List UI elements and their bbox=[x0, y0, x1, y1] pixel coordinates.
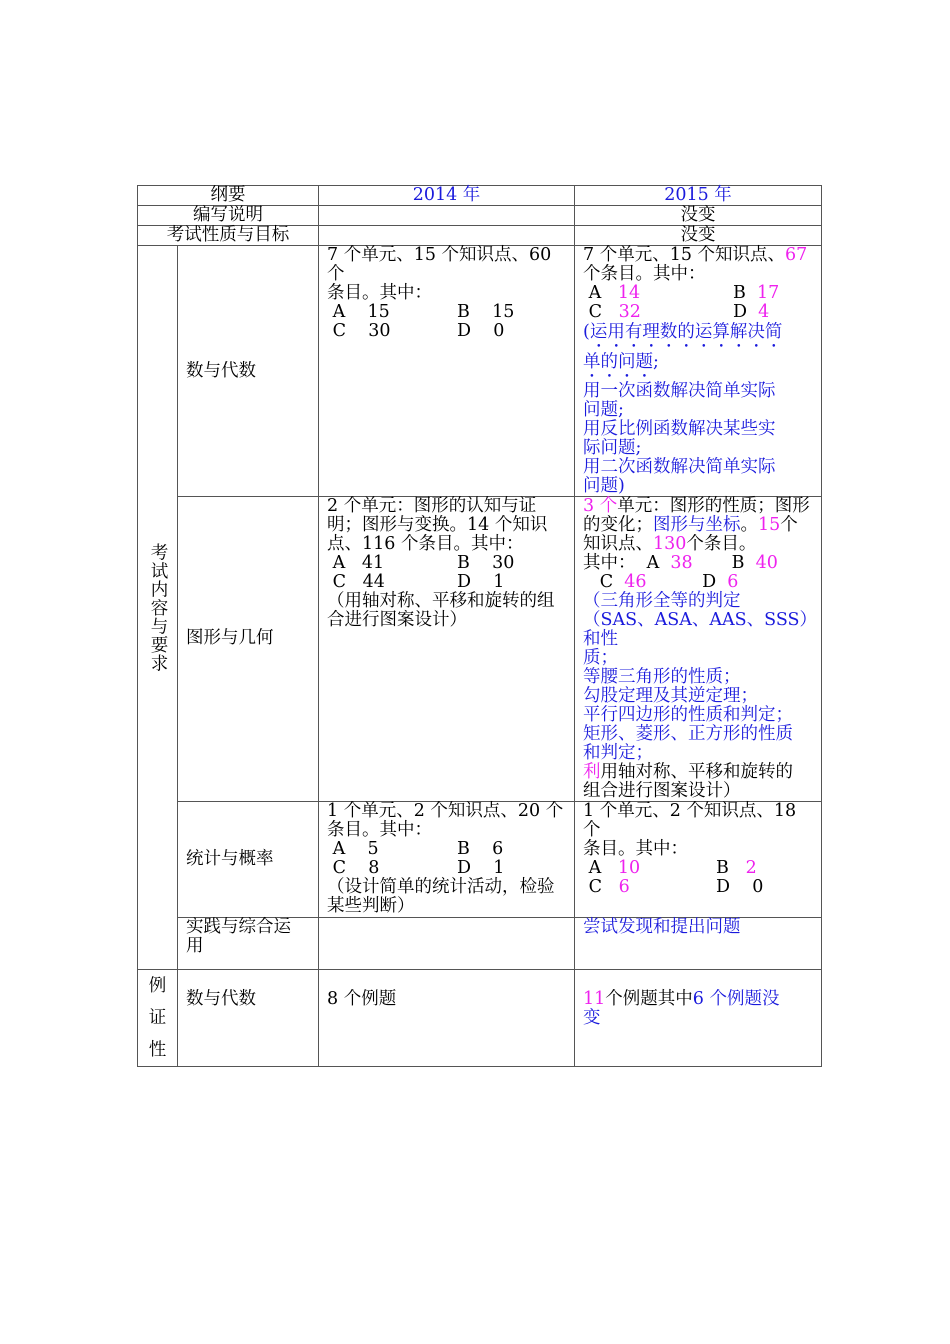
header-outline: 纲要 bbox=[138, 186, 319, 206]
note-line: 平行四边形的性质和判定； bbox=[583, 705, 793, 725]
shuyudaishu-2015 bbox=[575, 246, 822, 497]
text-line: 明；图形与变换。14 个知识 bbox=[327, 515, 548, 535]
row-shuyudaishu bbox=[138, 246, 822, 497]
text-line: 3 个单元：图形的性质；图形 bbox=[583, 496, 810, 516]
note-line: （用轴对称、平移和旋转的组 bbox=[327, 591, 555, 611]
label-tongji: 统计与概率 bbox=[178, 802, 319, 918]
text-line: 条目。其中： bbox=[583, 839, 688, 859]
note-line: 和判定； bbox=[583, 743, 653, 763]
grade-b: B 2 bbox=[716, 858, 757, 878]
kaoshi-2014 bbox=[319, 226, 575, 246]
text-line: 个条目。其中： bbox=[583, 264, 706, 284]
shijian-2015: 尝试发现和提出问题 bbox=[575, 918, 822, 970]
tuxing-2014 bbox=[319, 497, 575, 802]
grade-grid bbox=[327, 840, 566, 878]
note-line: （三角形全等的判定 bbox=[583, 591, 741, 611]
note-line: 问题; bbox=[583, 400, 624, 420]
note-line: 组合进行图案设计） bbox=[583, 781, 741, 801]
grade-d: D 0 bbox=[716, 877, 764, 897]
row-tuxing bbox=[138, 497, 822, 802]
grade-d: D 4 bbox=[733, 302, 770, 322]
grade-a: A 14 bbox=[583, 283, 641, 303]
grade-b: B 6 bbox=[457, 839, 504, 859]
lizheng-2014: 8 个例题 bbox=[319, 970, 575, 1067]
text-line: 条目。其中： bbox=[327, 283, 432, 303]
header-2014: 2014 年 bbox=[319, 186, 575, 206]
text-line: 1 个单元、2 个知识点、20 个 bbox=[327, 801, 564, 821]
label-lizheng: 数与代数 bbox=[178, 970, 319, 1067]
grade-c: C 30 bbox=[327, 321, 391, 341]
row-bianxie bbox=[138, 206, 822, 226]
grade-b: B 30 bbox=[457, 553, 515, 573]
grade-c: C 6 bbox=[583, 877, 630, 897]
grade-c: C 44 bbox=[327, 572, 385, 592]
header-2015: 2015 年 bbox=[575, 186, 822, 206]
label-tuxing: 图形与几何 bbox=[178, 497, 319, 802]
section-label-content: 考试内容与要求 bbox=[138, 246, 178, 970]
grade-a: A 15 bbox=[327, 302, 390, 322]
grade-b: B 15 bbox=[457, 302, 515, 322]
note-line: 矩形、菱形、正方形的性质 bbox=[583, 724, 793, 744]
tongji-2014 bbox=[319, 802, 575, 918]
grade-a: A 41 bbox=[327, 553, 385, 573]
grade-d: D 0 bbox=[457, 321, 505, 341]
text-line: 2 个单元：图形的认知与证 bbox=[327, 496, 537, 516]
text-line: 7 个单元、15 个知识点、67 bbox=[583, 245, 808, 265]
note-line: 用二次函数解决简单实际 bbox=[583, 457, 776, 477]
row-kaoshi bbox=[138, 226, 822, 246]
grade-d: D 1 bbox=[457, 858, 505, 878]
note-line: （SAS、ASA、AAS、SSS）和性 bbox=[583, 610, 809, 649]
grade-grid bbox=[583, 859, 813, 897]
note-line: 质； bbox=[583, 648, 618, 668]
text-line: 的变化；图形与坐标。15个 bbox=[583, 515, 798, 535]
note-line: 际问题; bbox=[583, 438, 642, 458]
row-shijian bbox=[138, 918, 822, 970]
text-line: 条目。其中： bbox=[327, 820, 432, 840]
text-line: 点、116 个条目。其中： bbox=[327, 534, 524, 554]
grade-c: C 8 bbox=[327, 858, 380, 878]
text-line: 知识点、130个条目。 bbox=[583, 534, 757, 554]
note-line: 某些判断） bbox=[327, 896, 415, 916]
text-line: 其中： A 38 B 40 bbox=[583, 553, 778, 573]
grade-b: B 17 bbox=[733, 283, 780, 303]
tuxing-2015 bbox=[575, 497, 822, 802]
grade-c: C 32 bbox=[583, 302, 641, 322]
shuyudaishu-2014 bbox=[319, 246, 575, 497]
note-line: 等腰三角形的性质； bbox=[583, 667, 741, 687]
section-label-example: 例 证 性 bbox=[138, 970, 178, 1067]
bianxie-2015: 没变 bbox=[575, 206, 822, 226]
label-shuyudaishu: 数与代数 bbox=[178, 246, 319, 497]
grade-grid bbox=[327, 554, 566, 592]
note-line: 利用轴对称、平移和旋转的 bbox=[583, 762, 793, 782]
kaoshi-2015: 没变 bbox=[575, 226, 822, 246]
grade-a: A 5 bbox=[327, 839, 379, 859]
note-line: （设计简单的统计活动，检验 bbox=[327, 877, 555, 897]
note-line: 用反比例函数解决某些实 bbox=[583, 419, 776, 439]
lizheng-2015: 11个例题其中6 个例题没 变 bbox=[575, 970, 822, 1067]
note-line: 勾股定理及其逆定理； bbox=[583, 686, 758, 706]
text-line: 7 个单元、15 个知识点、60 个 bbox=[327, 245, 552, 284]
grade-d: D 1 bbox=[457, 572, 505, 592]
note-line: 单的问题; bbox=[583, 352, 659, 372]
row-label-bianxie: 编写说明 bbox=[138, 206, 319, 226]
row-tongji bbox=[138, 802, 822, 918]
note-line: 合进行图案设计） bbox=[327, 610, 467, 630]
comparison-table bbox=[137, 185, 822, 1067]
grade-a: A 10 bbox=[583, 858, 641, 878]
label-shijian: 实践与综合运 用 bbox=[178, 918, 319, 970]
note-line: 问题) bbox=[583, 476, 625, 496]
row-label-kaoshi: 考试性质与目标 bbox=[138, 226, 319, 246]
note-line: (运用有理数的运算解决简 bbox=[583, 322, 783, 342]
text-line: C 46 D 6 bbox=[583, 572, 739, 592]
tongji-2015 bbox=[575, 802, 822, 918]
row-lizheng bbox=[138, 970, 822, 1067]
header-row bbox=[138, 186, 822, 206]
bianxie-2014 bbox=[319, 206, 575, 226]
grade-grid bbox=[583, 284, 813, 322]
grade-grid bbox=[327, 303, 566, 341]
text-line: 1 个单元、2 个知识点、18 个 bbox=[583, 801, 797, 840]
note-line: 用一次函数解决简单实际 bbox=[583, 381, 776, 401]
shijian-2014 bbox=[319, 918, 575, 970]
